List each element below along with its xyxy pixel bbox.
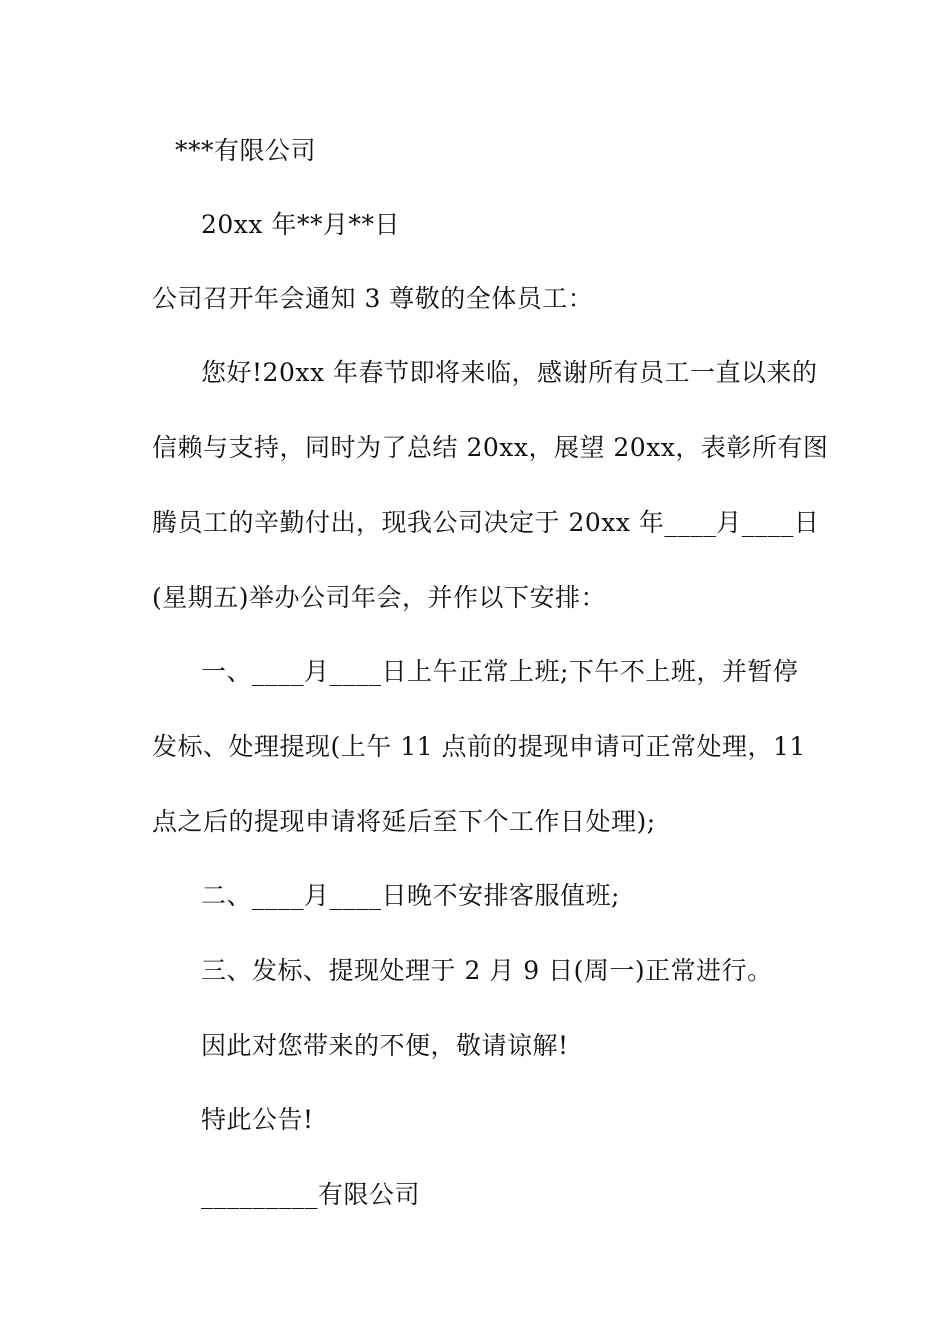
header-company: ***有限公司 — [175, 136, 317, 165]
header-date: 20xx 年**月**日 — [201, 210, 400, 239]
signature-company: _________有限公司 — [201, 1180, 421, 1209]
arrangement-item-1-cont: 点之后的提现申请将延后至下个工作日处理); — [152, 807, 656, 836]
notice-salutation: 公司召开年会通知 3 尊敬的全体员工： — [152, 284, 594, 313]
apology-text: 因此对您带来的不便，敬请谅解! — [201, 1031, 569, 1060]
arrangement-item-1-cont: 发标、处理提现(上午 11 点前的提现申请可正常处理，11 — [152, 732, 806, 761]
paragraph-line: 您好!20xx 年春节即将来临，感谢所有员工一直以来的 — [201, 358, 818, 387]
arrangement-item-2: 二、____月____日晚不安排客服值班; — [201, 881, 620, 910]
arrangement-item-3: 三、发标、提现处理于 2 月 9 日(周一)正常进行。 — [201, 956, 773, 985]
paragraph-line: 腾员工的辛勤付出，现我公司决定于 20xx 年____月____日 — [152, 508, 820, 537]
closing-text: 特此公告! — [201, 1105, 314, 1134]
arrangement-item-1: 一、____月____日上午正常上班;下午不上班，并暂停 — [201, 657, 799, 686]
paragraph-line: 信赖与支持，同时为了总结 20xx，展望 20xx，表彰所有图 — [152, 433, 829, 462]
paragraph-line: (星期五)举办公司年会，并作以下安排： — [152, 583, 607, 612]
